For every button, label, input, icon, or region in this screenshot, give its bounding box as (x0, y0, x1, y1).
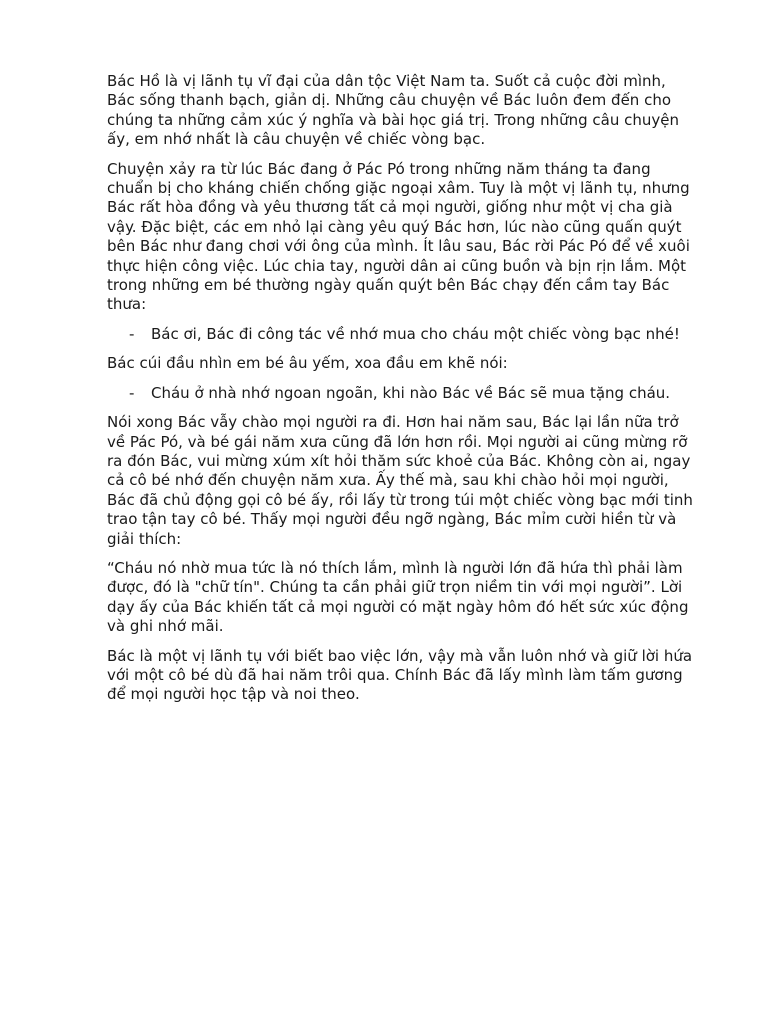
paragraph-quote: “Cháu nó nhờ mua tức là nó thích lắm, mình là người lớn đã hứa thì phải làm được, đó là "chữ tín". Chúng ta cần phải giữ trọn niềm tin với mọi người”. Lời dạy ấy của Bác khiến tất cả mọi người có mặt ngày hôm đó hết sức xúc động và ghi nhớ mãi. (107, 558, 689, 636)
paragraph-conclusion: Bác là một vị lãnh tụ với biết bao việc lớn, vậy mà vẫn luôn nhớ và giữ lời hứa với một cô bé dù đã hai năm trôi qua. Chính Bác đã lấy mình làm tấm gương để mọi người học tập và noi theo. (107, 646, 693, 704)
dialogue-text: Cháu ở nhà nhớ ngoan ngoãn, khi nào Bác về Bác sẽ mua tặng cháu. (151, 383, 671, 402)
dialogue-line-uncle (107, 384, 697, 403)
dialogue-line-child (107, 325, 697, 344)
document-page (107, 72, 697, 715)
dialogue-text: Bác ơi, Bác đi công tác về nhớ mua cho cháu một chiếc vòng bạc nhé! (151, 324, 680, 343)
dialogue-dash: - (129, 383, 135, 402)
paragraph-uncle-reply-intro: Bác cúi đầu nhìn em bé âu yếm, xoa đầu em khẽ nói: (107, 354, 508, 373)
dialogue-dash: - (129, 324, 135, 343)
paragraph-return: Nói xong Bác vẫy chào mọi người ra đi. Hơn hai năm sau, Bác lại lần nữa trở về Pác Pó, và bé gái năm xưa cũng đã lớn hơn rồi. Mọi người ai cũng mừng rỡ ra đón Bác, vui mừng xúm xít hỏi thăm sức khoẻ của Bác. Không còn ai, ngay cả cô bé nhớ đến chuyện năm xưa. Ấy thế mà, sau khi chào hỏi mọi người, Bác đã chủ động gọi cô bé ấy, rồi lấy từ trong túi một chiếc vòng bạc mới tinh trao tận tay cô bé. Thấy mọi người đều ngỡ ngàng, Bác mỉm cười hiền từ và giải thích: (107, 413, 693, 548)
paragraph-intro: Bác Hồ là vị lãnh tụ vĩ đại của dân tộc Việt Nam ta. Suốt cả cuộc đời mình, Bác sống thanh bạch, giản dị. Những câu chuyện về Bác luôn đem đến cho chúng ta những cảm xúc ý nghĩa và bài học giá trị. Trong những câu chuyện ấy, em nhớ nhất là câu chuyện về chiếc vòng bạc. (107, 72, 679, 149)
paragraph-story-start: Chuyện xảy ra từ lúc Bác đang ở Pác Pó trong những năm tháng ta đang chuẩn bị cho kháng chiến chống giặc ngoại xâm. Tuy là một vị lãnh tụ, nhưng Bác rất hòa đồng và yêu thương tất cả mọi người, giống như một vị cha già vậy. Đặc biệt, các em nhỏ lại càng yêu quý Bác hơn, lúc nào cũng quấn quýt bên Bác như đang chơi với ông của mình. Ít lâu sau, Bác rời Pác Pó để về xuôi thực hiện công việc. Lúc chia tay, người dân ai cũng buồn và bịn rịn lắm. Một trong những em bé thường ngày quấn quýt bên Bác chạy đến cầm tay Bác thưa: (107, 159, 690, 314)
